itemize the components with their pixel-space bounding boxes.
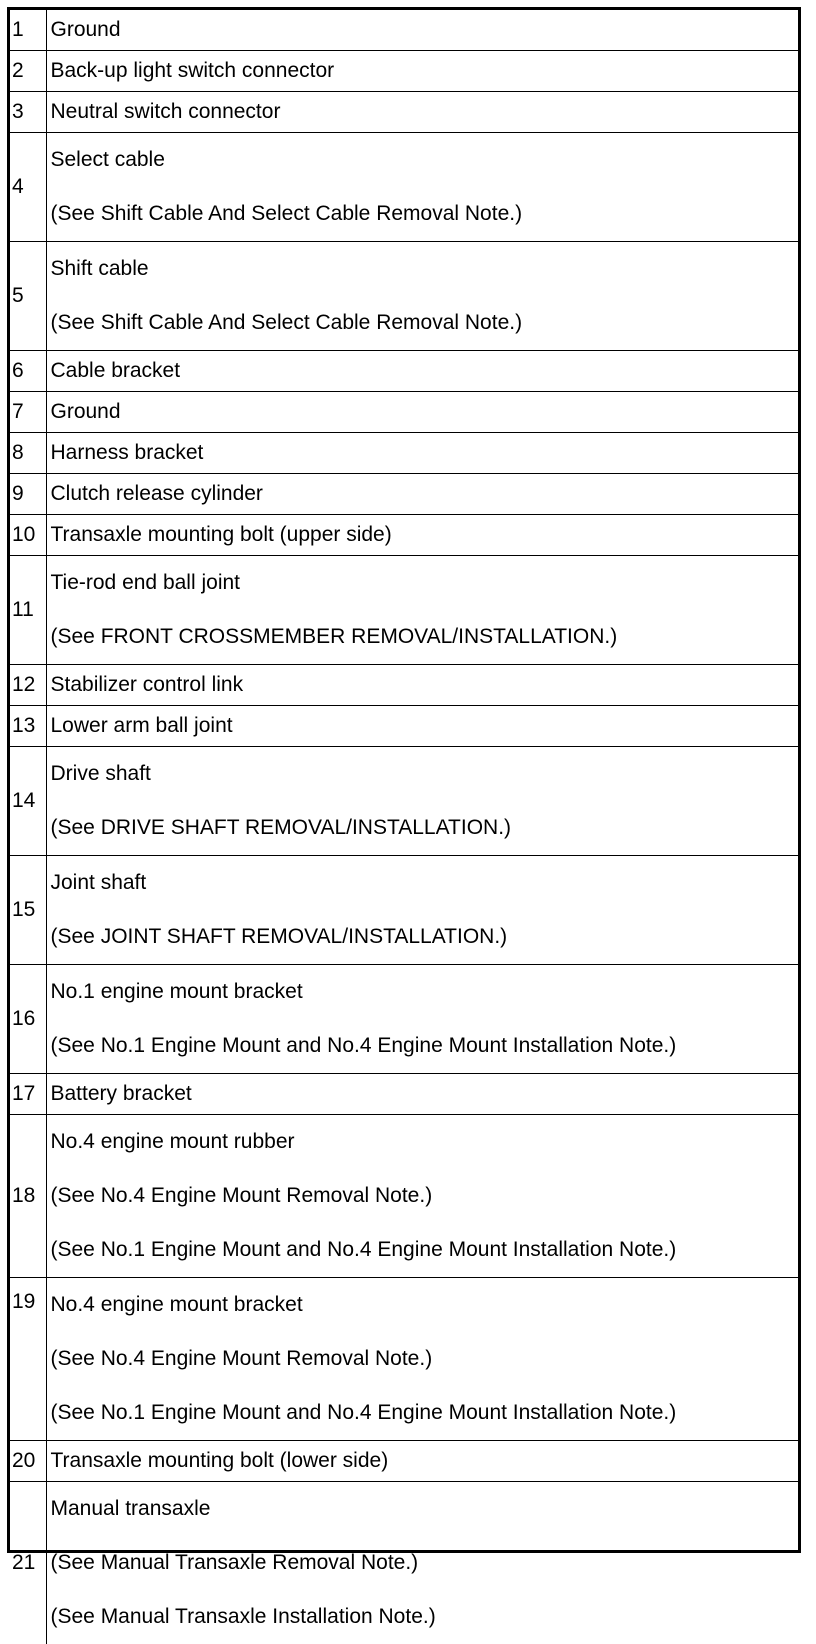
item-number: 6 <box>10 351 46 392</box>
table-row <box>10 392 798 433</box>
reference-note: (See FRONT CROSSMEMBER REMOVAL/INSTALLATION.) <box>51 610 795 664</box>
part-name: Cable bracket <box>51 351 795 391</box>
item-description <box>46 1441 798 1482</box>
item-description <box>46 556 798 665</box>
item-description <box>46 1115 798 1278</box>
item-description <box>46 747 798 856</box>
table-row <box>10 556 798 665</box>
table-row <box>10 706 798 747</box>
parts-table-frame <box>7 7 801 1553</box>
reference-note: (See No.4 Engine Mount Removal Note.) <box>51 1169 795 1223</box>
item-number: 13 <box>10 706 46 747</box>
item-description <box>46 665 798 706</box>
table-row <box>10 242 798 351</box>
table-row <box>10 856 798 965</box>
item-number: 14 <box>10 747 46 856</box>
table-row <box>10 92 798 133</box>
table-row <box>10 515 798 556</box>
part-name: Battery bracket <box>51 1074 795 1114</box>
part-name: Manual transaxle <box>51 1482 795 1536</box>
reference-note: (See Shift Cable And Select Cable Removal Note.) <box>51 187 795 241</box>
table-row <box>10 51 798 92</box>
table-row <box>10 1482 798 1644</box>
part-name: Shift cable <box>51 242 795 296</box>
reference-note: (See No.1 Engine Mount and No.4 Engine Mount Installation Note.) <box>51 1386 795 1440</box>
item-description <box>46 965 798 1074</box>
reference-note: (See No.1 Engine Mount and No.4 Engine Mount Installation Note.) <box>51 1019 795 1073</box>
item-description <box>46 706 798 747</box>
item-description <box>46 51 798 92</box>
item-description <box>46 242 798 351</box>
item-number: 1 <box>10 10 46 51</box>
part-name: Lower arm ball joint <box>51 706 795 746</box>
reference-note: (See Manual Transaxle Installation Note.) <box>51 1590 795 1644</box>
reference-note: (See JOINT SHAFT REMOVAL/INSTALLATION.) <box>51 910 795 964</box>
part-name: Transaxle mounting bolt (lower side) <box>51 1441 795 1481</box>
table-row <box>10 10 798 51</box>
table-row <box>10 1441 798 1482</box>
table-row <box>10 1278 798 1441</box>
reference-note: (See No.1 Engine Mount and No.4 Engine Mount Installation Note.) <box>51 1223 795 1277</box>
part-name: Ground <box>51 10 795 50</box>
item-description <box>46 856 798 965</box>
item-description <box>46 515 798 556</box>
part-name: Stabilizer control link <box>51 665 795 705</box>
item-description <box>46 474 798 515</box>
table-row <box>10 351 798 392</box>
part-name: No.4 engine mount rubber <box>51 1115 795 1169</box>
part-name: Harness bracket <box>51 433 795 473</box>
item-description <box>46 433 798 474</box>
item-description <box>46 92 798 133</box>
item-number: 16 <box>10 965 46 1074</box>
table-row <box>10 1074 798 1115</box>
item-number: 18 <box>10 1115 46 1278</box>
part-name: Ground <box>51 392 795 432</box>
item-number: 15 <box>10 856 46 965</box>
item-number: 11 <box>10 556 46 665</box>
table-row <box>10 1115 798 1278</box>
reference-note: (See Shift Cable And Select Cable Removal Note.) <box>51 296 795 350</box>
item-number: 3 <box>10 92 46 133</box>
item-number: 19 <box>10 1278 46 1441</box>
item-number: 21 <box>10 1482 46 1644</box>
item-description <box>46 133 798 242</box>
table-row <box>10 747 798 856</box>
part-name: No.1 engine mount bracket <box>51 965 795 1019</box>
item-number: 5 <box>10 242 46 351</box>
item-description <box>46 1482 798 1644</box>
part-name: Transaxle mounting bolt (upper side) <box>51 515 795 555</box>
item-number: 2 <box>10 51 46 92</box>
item-number: 20 <box>10 1441 46 1482</box>
item-description <box>46 1074 798 1115</box>
reference-note: (See Manual Transaxle Removal Note.) <box>51 1536 795 1590</box>
item-description <box>46 351 798 392</box>
item-number: 12 <box>10 665 46 706</box>
part-name: Select cable <box>51 133 795 187</box>
parts-table <box>10 10 798 1644</box>
reference-note: (See DRIVE SHAFT REMOVAL/INSTALLATION.) <box>51 801 795 855</box>
part-name: Back-up light switch connector <box>51 51 795 91</box>
item-number: 4 <box>10 133 46 242</box>
item-number: 10 <box>10 515 46 556</box>
item-number: 8 <box>10 433 46 474</box>
item-number: 9 <box>10 474 46 515</box>
item-description <box>46 10 798 51</box>
item-description <box>46 1278 798 1441</box>
table-row <box>10 133 798 242</box>
part-name: Clutch release cylinder <box>51 474 795 514</box>
part-name: Joint shaft <box>51 856 795 910</box>
part-name: No.4 engine mount bracket <box>51 1278 795 1332</box>
part-name: Neutral switch connector <box>51 92 795 132</box>
table-row <box>10 965 798 1074</box>
reference-note: (See No.4 Engine Mount Removal Note.) <box>51 1332 795 1386</box>
table-row <box>10 433 798 474</box>
item-description <box>46 392 798 433</box>
item-number: 17 <box>10 1074 46 1115</box>
part-name: Drive shaft <box>51 747 795 801</box>
table-row <box>10 665 798 706</box>
item-number: 7 <box>10 392 46 433</box>
part-name: Tie-rod end ball joint <box>51 556 795 610</box>
table-row <box>10 474 798 515</box>
